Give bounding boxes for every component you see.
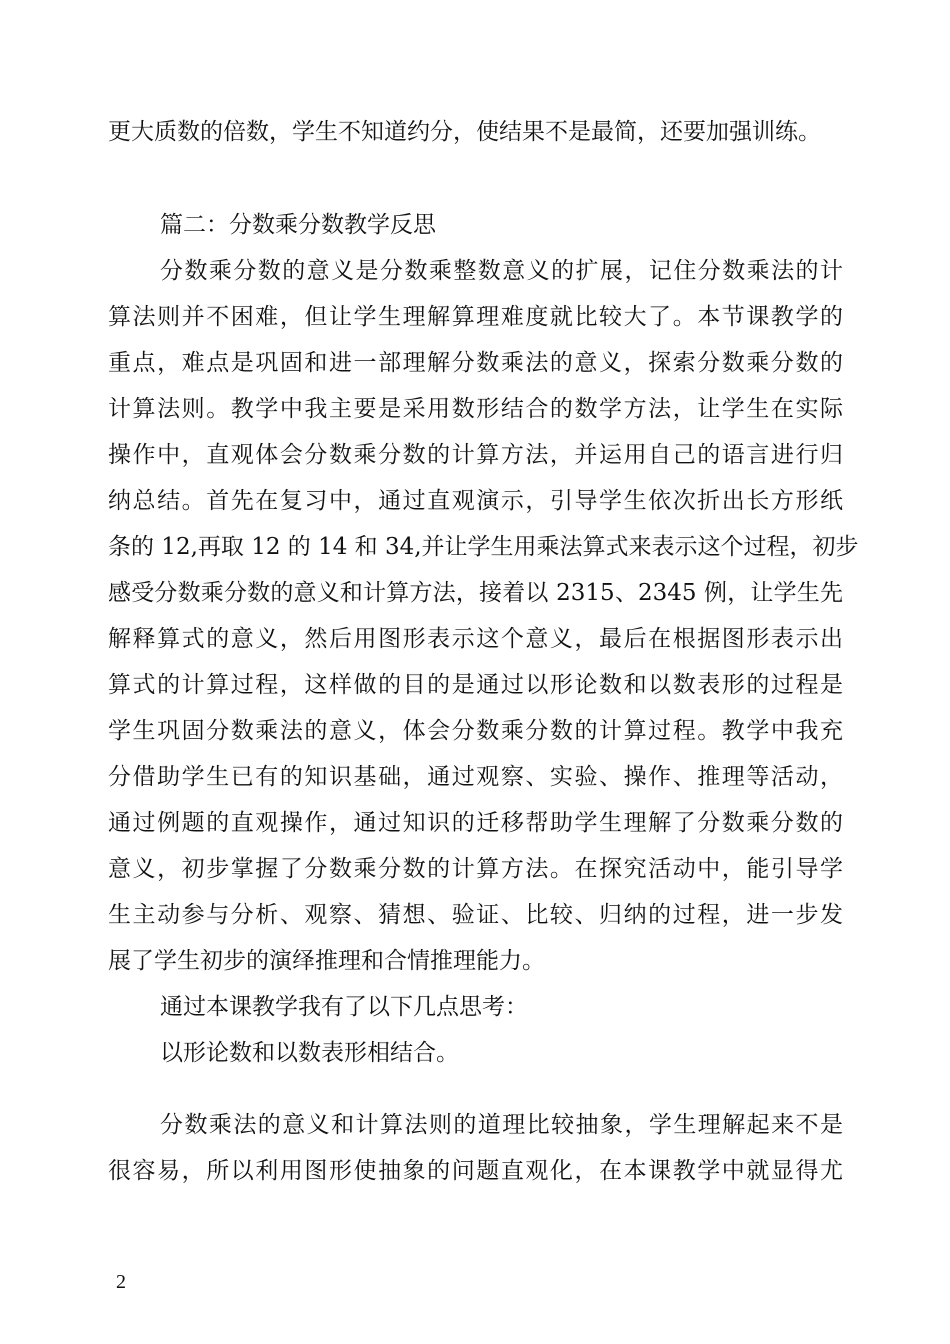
paragraph-line: 通过例题的直观操作，通过知识的迁移帮助学生理解了分数乘分数的 <box>108 810 843 836</box>
paragraph-line: 生主动参与分析、观察、猜想、验证、比较、归纳的过程，进一步发 <box>108 902 843 928</box>
paragraph-line: 分数乘分数的意义是分数乘整数意义的扩展，记住分数乘法的计 <box>160 258 843 284</box>
paragraph-line: 意义，初步掌握了分数乘分数的计算方法。在探究活动中，能引导学 <box>108 856 843 882</box>
paragraph-line: 感受分数乘分数的意义和计算方法，接着以 2315、2345 例，让学生先 <box>108 580 843 606</box>
paragraph-line: 纳总结。首先在复习中，通过直观演示，引导学生依次折出长方形纸 <box>108 488 843 514</box>
paragraph-line: 学生巩固分数乘法的意义，体会分数乘分数的计算过程。教学中我充 <box>108 718 843 744</box>
thoughts-intro: 通过本课教学我有了以下几点思考： <box>160 994 528 1020</box>
paragraph-line: 计算法则。教学中我主要是采用数形结合的数学方法，让学生在实际 <box>108 396 843 422</box>
paragraph-line: 条的 12,再取 12 的 14 和 34,并让学生用乘法算式来表示这个过程，初步 <box>108 534 859 560</box>
paragraph-line: 算法则并不困难，但让学生理解算理难度就比较大了。本节课教学的 <box>108 304 843 330</box>
paragraph-line: 很容易，所以利用图形使抽象的问题直观化，在本课教学中就显得尤 <box>108 1158 843 1184</box>
section-heading: 篇二：分数乘分数教学反思 <box>160 212 436 238</box>
paragraph-line: 重点，难点是巩固和进一部理解分数乘法的意义，探索分数乘分数的 <box>108 350 843 376</box>
point-heading: 以形论数和以数表形相结合。 <box>160 1040 459 1066</box>
paragraph-line: 操作中，直观体会分数乘分数的计算方法，并运用自己的语言进行归 <box>108 442 843 468</box>
paragraph-line: 分数乘法的意义和计算法则的道理比较抽象，学生理解起来不是 <box>160 1112 843 1138</box>
paragraph-line: 解释算式的意义，然后用图形表示这个意义，最后在根据图形表示出 <box>108 626 843 652</box>
page-number: 2 <box>116 1271 126 1293</box>
paragraph-line: 展了学生初步的演绎推理和合情推理能力。 <box>108 948 545 974</box>
paragraph-line: 算式的计算过程，这样做的目的是通过以形论数和以数表形的过程是 <box>108 672 843 698</box>
paragraph-line: 分借助学生已有的知识基础，通过观察、实验、操作、推理等活动， <box>108 764 843 790</box>
carryover-text-line: 更大质数的倍数，学生不知道约分，使结果不是最简，还要加强训练。 <box>108 119 821 145</box>
